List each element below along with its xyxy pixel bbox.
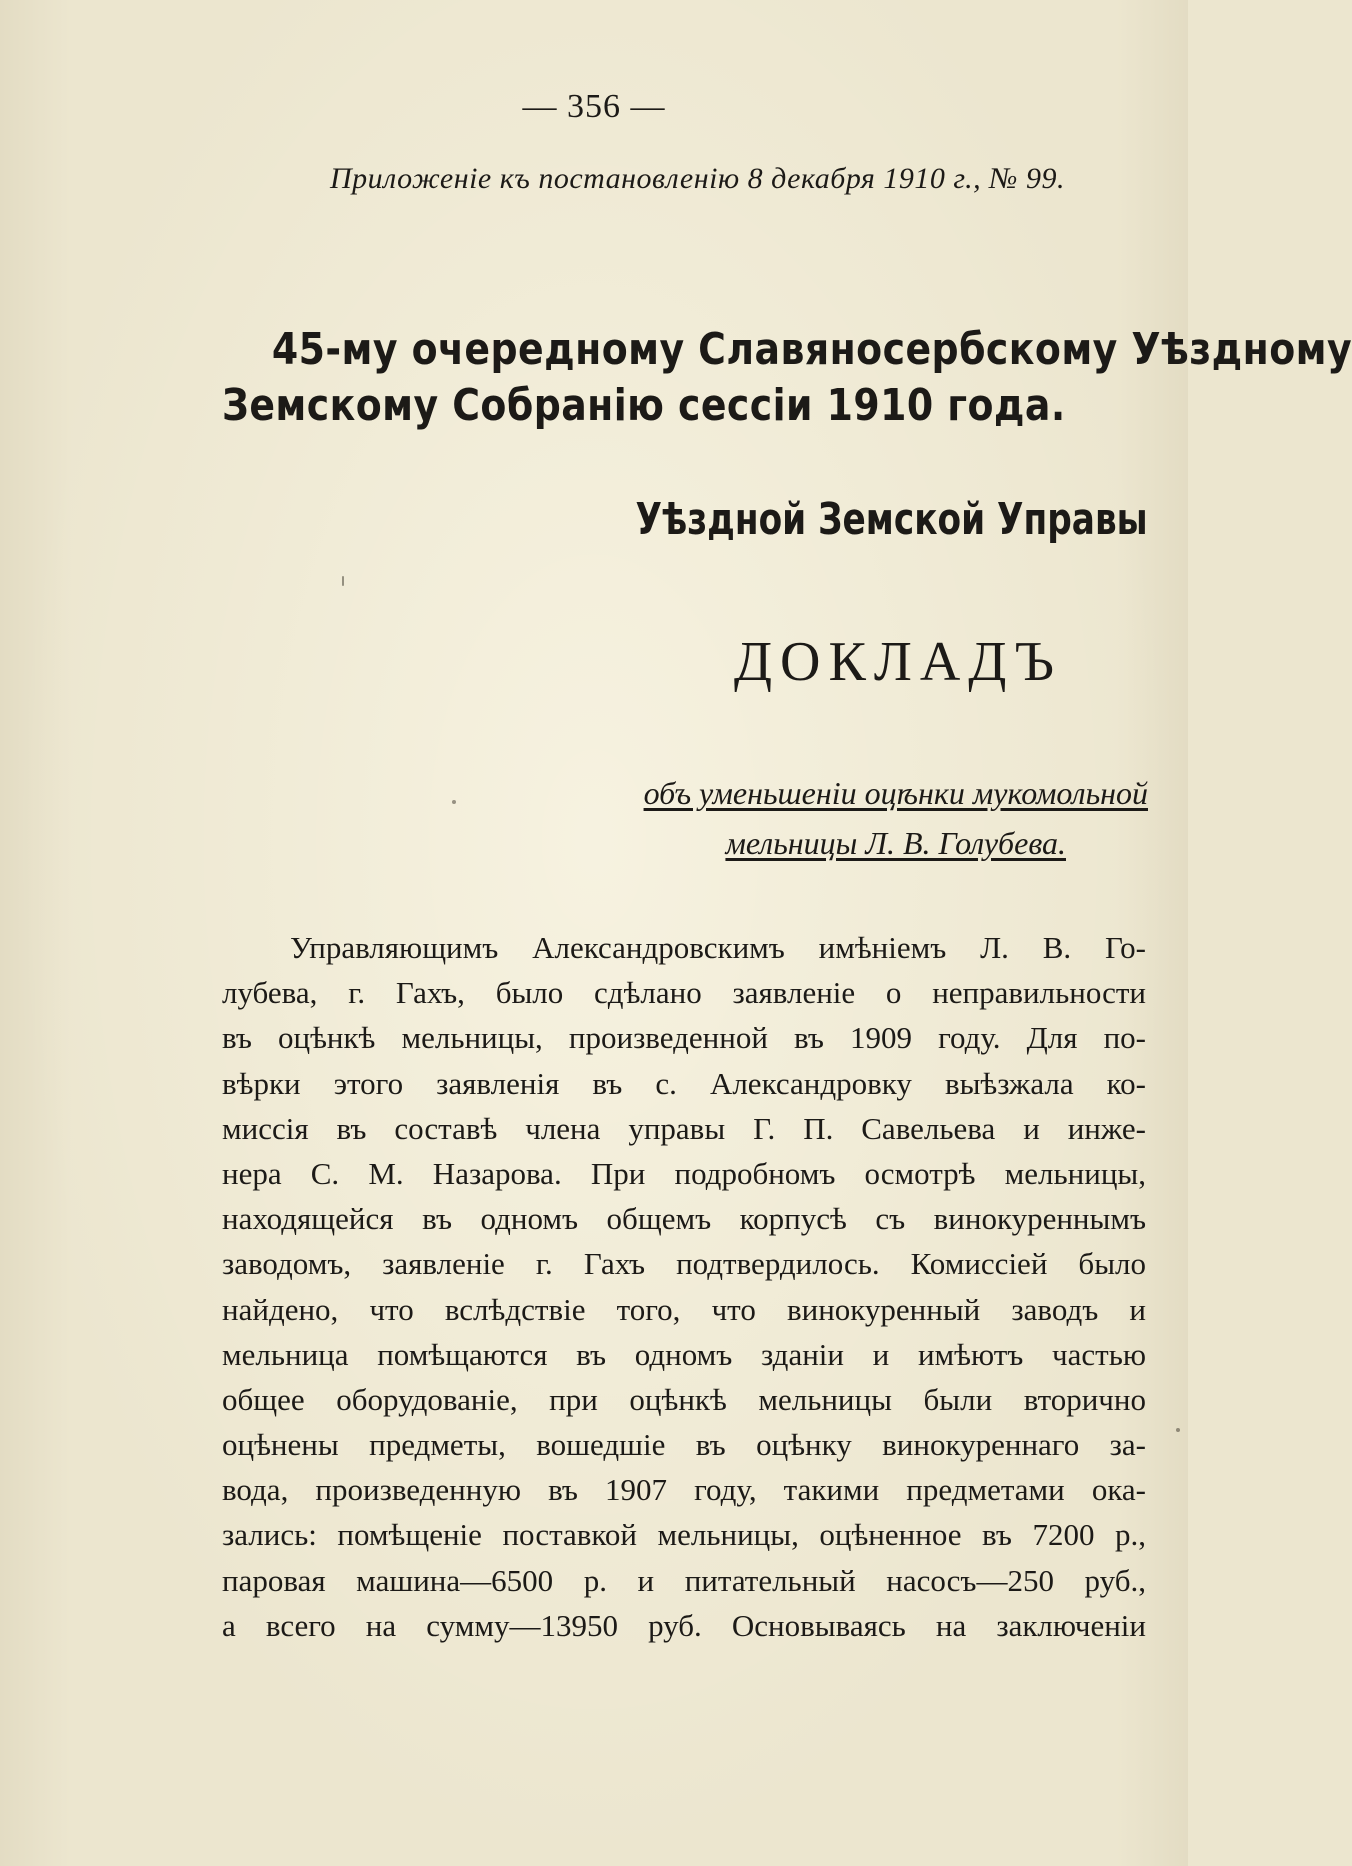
- body-line: общее оборудованiе, при оцѣнкѣ мельницы были вторично: [222, 1381, 1146, 1417]
- body-line: паровая машина—6500 р. и питательный насосъ—250 руб.,: [222, 1562, 1146, 1598]
- body-line: въ оцѣнкѣ мельницы, произведенной въ 1909 году. Для по-: [222, 1020, 1146, 1056]
- body-paragraph: [222, 925, 1146, 1648]
- report-subject: [548, 768, 1148, 868]
- body-line: заводомъ, заявленiе г. Гахъ подтвердилось. Комиссiей было: [222, 1246, 1146, 1282]
- body-line: лубева, г. Гахъ, было сдѣлано заявленiе о неправильности: [222, 975, 1146, 1011]
- body-line: миссiя въ составѣ члена управы Г. П. Савельева и инже-: [222, 1110, 1146, 1146]
- board-title: Уѣздной Земской Управы: [635, 494, 1148, 545]
- body-line: оцѣнены предметы, вошедшiе въ оцѣнку винокуреннаго за-: [222, 1427, 1146, 1463]
- paper-speck: [1176, 1428, 1180, 1432]
- subject-line-1: объ уменьшенiи оцѣнки мукомольной: [643, 775, 1148, 811]
- body-line: найдено, что вслѣдствiе того, что винокуренный заводъ и: [222, 1291, 1146, 1327]
- paper-speck: [342, 576, 344, 586]
- appendix-note: Приложенiе къ постановленiю 8 декабря 1910 г., № 99.: [330, 162, 1065, 195]
- body-line: мельница помѣщаются въ одномъ зданiи и имѣютъ частью: [222, 1336, 1146, 1372]
- heading-line-1: 45-му очередному Славяносербскому Уѣздному: [271, 324, 1352, 375]
- assembly-heading: [222, 322, 1352, 434]
- body-line: находящейся въ одномъ общемъ корпусѣ съ винокуреннымъ: [222, 1201, 1146, 1237]
- body-line: зались: помѣщенiе поставкой мельницы, оцѣненное въ 7200 р.,: [222, 1517, 1146, 1553]
- body-line: нера С. М. Назарова. При подробномъ осмотрѣ мельницы,: [222, 1155, 1146, 1191]
- body-line: а всего на сумму—13950 руб. Основываясь на заключенiи: [222, 1607, 1146, 1643]
- heading-line-2: Земскому Собранiю сессiи 1910 года.: [222, 380, 1066, 431]
- paper-speck: [452, 800, 456, 804]
- subject-line-2: мельницы Л. В. Голубева.: [725, 825, 1066, 861]
- body-line: вода, произведенную въ 1907 году, такими предметами ока-: [222, 1472, 1146, 1508]
- body-line: Управляющимъ Александровскимъ имѣнiемъ Л. В. Го-: [290, 930, 1146, 965]
- report-title: ДОКЛАДЪ: [733, 631, 1062, 693]
- page-number: — 356 —: [522, 88, 666, 125]
- body-line: вѣрки этого заявленiя въ с. Александровку выѣзжала ко-: [222, 1065, 1146, 1101]
